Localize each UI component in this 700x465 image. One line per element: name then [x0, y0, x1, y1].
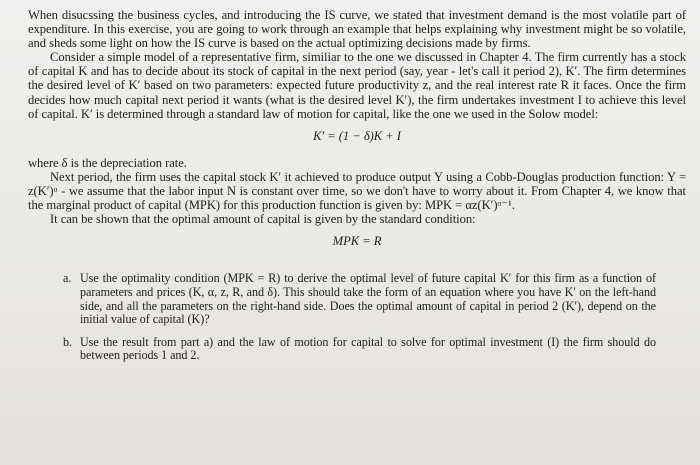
optimality-condition-equation: MPK = R	[332, 234, 382, 249]
intro-paragraph: When disucssing the business cycles, and introducing the IS curve, we stated that investment demand is the most volatile part of expenditure. In this exercise, you are going to work through an example that helps explaining why investment might be so volatile, and sheds some light on how the IS curve is based on the actual optimizing decisions made by firms.	[28, 8, 686, 51]
question-b-marker: b.	[63, 334, 72, 349]
question-a-marker: a.	[63, 271, 72, 286]
question-list	[58, 272, 686, 363]
question-b-text: Use the result from part a) and the law of motion for capital to solve for optimal investment (I) the firm should do between periods 1 and 2.	[80, 334, 656, 363]
depreciation-note: where δ is the depreciation rate.	[28, 155, 187, 170]
optimal-condition-paragraph: It can be shown that the optimal amount of capital is given by the standard condition:	[50, 212, 476, 227]
question-a	[63, 271, 656, 327]
question-b	[63, 334, 656, 363]
law-of-motion-equation: K′ = (1 − δ)K + I	[313, 128, 401, 143]
production-paragraph: Next period, the firm uses the capital stock K′ it achieved to produce output Y using a Cobb-Douglas production function: Y = z(K′)ᵅ - we assume that the labor input N is constant over time, so we don't have to worry about it. From Chapter 4, we know that the marginal product of capital (MPK) for this production function is given by: MPK = αz(K′)ᵅ⁻¹.	[28, 169, 686, 213]
question-a-text: Use the optimality condition (MPK = R) to derive the optimal level of future capital K′ for this firm as a function of parameters and prices (K, α, z, R, and δ). This should take the form of an equation where you have K′ on the left-hand side, and all the parameters on the right-hand side. Does the optimal amount of capital in period 2 (K′), depend on the initial value of capital (K)?	[80, 271, 656, 327]
model-paragraph: Consider a simple model of a representative firm, similiar to the one we discussed in Chapter 4. The firm currently has a stock of capital K and has to decide about its stock of capital in the next period (say, year - let's call it period 2), K′. The firm determines the desired level of K′ based on two parameters: expected future productivity z, and the real interest rate R it faces. Once the firm decides how much capital next period it wants (what is the desired level K′), the firm undertakes investment I to achieve this level of capital. K′ is determined through a standard law of motion for capital, like the one we used in the Solow model:	[28, 50, 686, 121]
